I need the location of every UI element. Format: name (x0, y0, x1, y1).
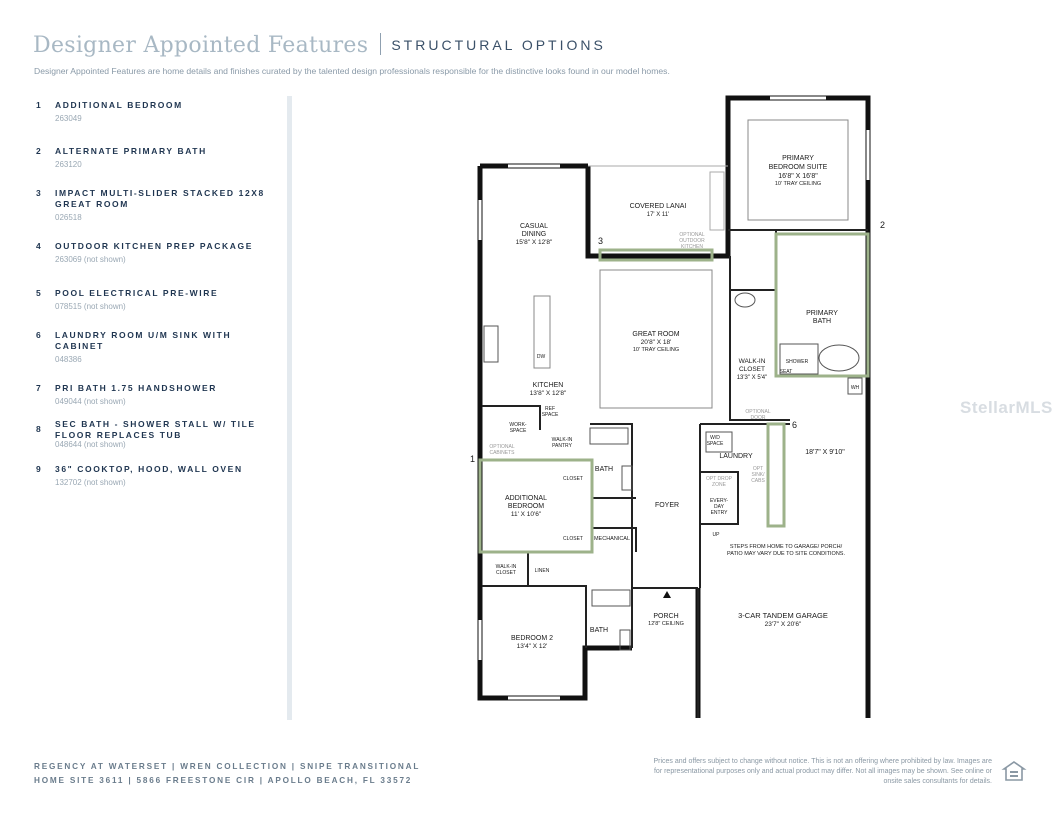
callout-1: 1 (470, 454, 476, 464)
option-number: 2 (36, 146, 41, 156)
room-opt-sink-2: SINK/ (751, 472, 765, 478)
room-wd-1: W/D (710, 435, 720, 441)
room-kitchen-dim: 13'8" X 12'8" (529, 390, 567, 397)
room-dining-dim: 15'8" X 12'8" (515, 239, 553, 246)
room-closet-lower: CLOSET (562, 536, 584, 542)
section-title: STRUCTURAL OPTIONS (391, 37, 606, 53)
option-number: 3 (36, 188, 41, 198)
room-wd-2: SPACE (706, 441, 724, 447)
option-item (34, 419, 274, 464)
room-bath2: BATH (589, 627, 609, 634)
room-ref-2: SPACE (541, 412, 559, 418)
room-outdoor-kitchen-1: OPTIONAL (679, 232, 705, 238)
room-add-bed-1: ADDITIONAL (504, 495, 548, 502)
room-kitchen-name: KITCHEN (532, 382, 564, 389)
room-wic2-1: WALK-IN (495, 564, 517, 570)
room-opt-cabinets-1: OPTIONAL (489, 444, 515, 450)
room-foyer: FOYER (654, 502, 680, 509)
option-item (34, 188, 274, 241)
room-closet-upper: CLOSET (562, 476, 584, 482)
room-porch-ceiling: 12'8" CEILING (648, 621, 684, 627)
room-wic-1: WALK-IN (738, 358, 766, 365)
watermark-text: StellarMLS (960, 398, 1053, 417)
option-item (34, 288, 274, 330)
option-name: ALTERNATE PRIMARY BATH (55, 146, 207, 156)
option-name: ADDITIONAL BEDROOM (55, 100, 183, 110)
room-add-bed-2: BEDROOM (507, 503, 545, 510)
room-seat: SEAT (779, 369, 793, 375)
option-name: IMPACT MULTI-SLIDER STACKED 12X8 GREAT ROOM (55, 188, 265, 209)
room-add-bed-dim: 11' X 10'6" (510, 511, 542, 518)
option-name: POOL ELECTRICAL PRE-WIRE (55, 288, 219, 298)
room-opt-door-1: OPTIONAL (745, 409, 771, 415)
page-title: Designer Appointed Features (33, 33, 369, 58)
room-linen: LINEN (534, 568, 550, 574)
room-primary-suite-ceiling: 10' TRAY CEILING (774, 181, 822, 187)
option-number: 7 (36, 383, 41, 393)
room-outdoor-kitchen-2: OUTDOOR (679, 238, 705, 244)
option-number: 4 (36, 241, 41, 251)
option-code: 263049 (55, 114, 82, 123)
option-code: 132702 (not shown) (55, 478, 126, 487)
room-garage-dim: 23'7" X 20'6" (764, 621, 802, 628)
title-divider (380, 33, 381, 55)
room-outdoor-kitchen-3: KITCHEN (681, 244, 703, 250)
room-wic-dim: 13'3" X 5'4" (736, 375, 768, 381)
option-item (34, 383, 274, 419)
steps-note-1: STEPS FROM HOME TO GARAGE/ PORCH/ (729, 544, 843, 550)
option-name: 36" COOKTOP, HOOD, WALL OVEN (55, 464, 243, 474)
room-great-dim: 20'8" X 18' (640, 339, 672, 346)
option-code: 026518 (55, 213, 82, 222)
window-marks (480, 98, 868, 698)
room-porch: PORCH (653, 613, 679, 620)
room-dw: DW (536, 354, 546, 360)
room-lanai-name: COVERED LANAI (629, 203, 687, 210)
steps-note-2: PATIO MAY VARY DUE TO SITE CONDITIONS. (727, 551, 845, 557)
room-pantry-2: PANTRY (552, 443, 572, 449)
room-opt-sink-1: OPT (752, 466, 764, 472)
option-name: LAUNDRY ROOM U/M SINK WITH CABINET (55, 330, 232, 351)
floor-plan (440, 90, 886, 735)
room-drop-zone-1: OPT DROP (705, 476, 733, 482)
room-dining-name: CASUAL (519, 223, 549, 230)
option-code: 078515 (not shown) (55, 302, 126, 311)
room-bath-center: BATH (594, 466, 614, 473)
option-code: 263069 (not shown) (55, 255, 126, 264)
option-item (34, 464, 274, 494)
option-code: 048386 (55, 355, 82, 364)
room-ref-1: REF (545, 406, 555, 412)
callout-2: 2 (880, 220, 886, 230)
room-up: UP (712, 532, 720, 538)
room-bed2-dim: 13'4" X 12' (516, 643, 548, 650)
room-bed2-name: BEDROOM 2 (510, 635, 554, 642)
option-item (34, 146, 274, 188)
room-primary-suite-name: PRIMARY (782, 155, 814, 162)
room-opt-door-2: DOOR (750, 415, 766, 421)
option-code: 048644 (not shown) (55, 440, 126, 449)
room-dining-name-2: DINING (521, 231, 547, 238)
option-name: OUTDOOR KITCHEN PREP PACKAGE (55, 241, 253, 251)
footer-disclaimer: Prices and offers subject to change without notice. This is not an offering where prohibited by law. Images are for representational purposes only and actual product may differ. Not all images may be shown. See online or onsite sales consultants for details. (653, 758, 992, 785)
entry-arrow-icon (663, 591, 671, 598)
room-workspace-2: SPACE (509, 428, 527, 434)
room-entry-1: EVERY- (709, 498, 729, 504)
callout-6: 6 (792, 420, 798, 430)
room-entry-3: ENTRY (710, 510, 728, 516)
room-primary-suite-name-2: BEDROOM SUITE (768, 164, 828, 171)
option-number: 1 (36, 100, 41, 110)
option-number: 8 (36, 424, 41, 434)
lanai-outline (588, 166, 728, 230)
room-wic2-2: CLOSET (495, 570, 517, 576)
room-primary-bath-2: BATH (812, 318, 832, 325)
highlight-6 (768, 424, 784, 526)
option-item (34, 241, 274, 288)
page-header (33, 33, 606, 58)
option-number: 6 (36, 330, 41, 340)
room-great-ceiling: 10' TRAY CEILING (632, 347, 680, 353)
option-code: 263120 (55, 160, 82, 169)
room-laundry: LAUNDRY (719, 453, 753, 460)
callout-3: 3 (598, 236, 604, 246)
room-entry-2: DAY (714, 504, 724, 510)
equal-housing-icon (1002, 760, 1026, 782)
room-mechanical: MECHANICAL (593, 536, 631, 542)
room-primary-suite-dim: 16'8" X 16'8" (778, 173, 818, 180)
options-list (34, 100, 274, 494)
room-wic-2: CLOSET (738, 366, 766, 373)
room-opt-sink-3: CABS (751, 478, 765, 484)
floor-plan-drawing (440, 90, 886, 730)
footer-homesite: HOME SITE 3611 | 5866 FREESTONE CIR | APOLLO BEACH, FL 33572 (34, 776, 413, 785)
room-wh: WH (850, 385, 860, 391)
room-opt-cabinets-2: CABINETS (489, 450, 515, 456)
room-pantry-1: WALK-IN (551, 437, 573, 443)
option-item (34, 100, 274, 146)
option-name: PRI BATH 1.75 HANDSHOWER (55, 383, 217, 393)
option-code: 049044 (not shown) (55, 397, 126, 406)
option-number: 5 (36, 288, 41, 298)
option-item (34, 330, 274, 383)
room-shower: SHOWER (785, 359, 809, 365)
room-lanai-dim: 17' X 11' (646, 212, 670, 218)
option-name: SEC BATH - SHOWER STALL W/ TILE FLOOR REPLACES TUB (55, 419, 256, 440)
room-great-name: GREAT ROOM (632, 331, 680, 338)
divider-bar (287, 96, 292, 720)
room-garage-name: 3-CAR TANDEM GARAGE (738, 611, 828, 620)
option-number: 9 (36, 464, 41, 474)
footer-address (34, 760, 420, 788)
room-drop-zone-2: ZONE (712, 482, 726, 488)
room-garage-small-dim: 18'7" X 9'10" (805, 449, 845, 456)
room-workspace-1: WORK- (509, 422, 527, 428)
page-subtitle: Designer Appointed Features are home details and finishes curated by the talented design professionals responsible for the distinctive looks found in our model homes. (34, 66, 670, 76)
highlight-2 (776, 234, 868, 376)
room-primary-bath-1: PRIMARY (806, 310, 838, 317)
footer-community: REGENCY AT WATERSET | WREN COLLECTION | SNIPE TRANSITIONAL (34, 762, 421, 771)
